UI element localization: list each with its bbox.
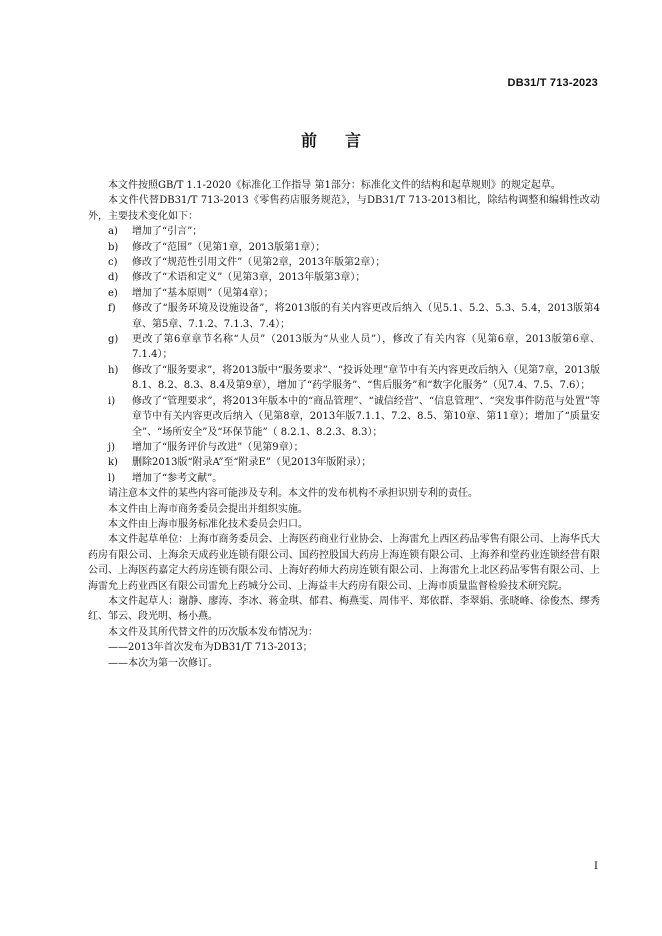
change-item-text: 修改了“服务环境及设施设备”，将2013版的有关内容更改后纳入（见5.1、5.2、5.3、5.4，2013版第4章、第5章、7.1.2、7.1.3、7.4）； [132,303,600,330]
proposer-note: 本文件由上海市商务委员会提出并组织实施。 [108,503,308,515]
change-item-mark: g) [108,334,119,346]
change-item [88,471,600,486]
change-item [88,301,600,332]
change-item [88,394,600,440]
change-item-mark: h) [108,364,119,376]
page-number: I [594,861,598,872]
intro-paragraph: 本文件代替DB31/T 713-2013《零售药店服务规范》，与DB31/T 713-2013相比，除结构调整和编辑性改动外，主要技术变化如下： [88,195,600,222]
change-item-mark: e) [108,287,118,299]
history-item: ——2013年首次发布为DB31/T 713-2013； [108,642,313,654]
change-item [88,286,600,301]
change-item [88,332,600,363]
change-item-text: 增加了“服务评价与改进”（见第9章）； [132,441,304,453]
change-item-text: 修改了“管理要求”，将2013年版本中的“商品管理”、“诚信经营”、“信息管理”、“突发事件防范与处置”等章节中有关内容更改后纳入（见第8章，2013年版7.1.1、7.2、8.5、第10章、第11章）；增加了“质量安全”、“场所安全”及“环保节能”（ 8.2.1、8.2.3、8.3）； [132,395,600,438]
change-item [88,240,600,255]
change-item-mark: b) [108,241,119,253]
change-item-mark: d) [108,272,119,284]
change-item-text: 增加了“基本原则”（见第4章）； [132,287,274,299]
change-item [88,224,600,239]
change-item [88,440,600,455]
change-item-text: 删除2013版“附录A”至“附录E”（见2013年版附录）； [132,457,372,469]
change-item-text: 修改了“术语和定义”（见第3章，2013年版第3章）； [132,272,366,284]
change-item-text: 增加了“引言”； [132,226,203,238]
change-item-mark: l) [108,472,116,484]
change-item-text: 修改了“范围”（见第1章，2013版第1章）； [132,241,326,253]
history-intro: 本文件及其所代替文件的历次版本发布情况为： [108,626,318,638]
committee-note: 本文件由上海市服务标准化技术委员会归口。 [108,518,308,530]
change-item [88,255,600,270]
document-code: DB31/T 713-2023 [507,77,598,89]
page-title: 前言 [300,131,389,150]
drafters: 本文件起草人：谢静、廖涛、李冰、蒋金琪、郁君、梅燕雯、周伟平、郑依群、李翠娟、张晓峰、徐俊杰、缪秀红、邹云、段光明、杨小燕。 [88,595,600,623]
change-item-text: 修改了“服务要求”，将2013版中“服务要求”、“投诉处理”章节中有关内容更改后纳入（见第7章，2013版8.1、8.2、8.3、8.4及第9章），增加了“药学服务”、“售后服务”和“数字化服务”（见7.4、7.5、7.6）； [132,364,600,392]
change-item [88,270,600,285]
change-item-text: 增加了“参考文献”。 [132,472,223,484]
intro-paragraph: 本文件按照GB/T 1.1-2020《标准化工作指导 第1部分：标准化文件的结构和起草规则》的规定起草。 [108,180,561,191]
change-item [88,363,600,394]
drafting-units: 本文件起草单位：上海市商务委员会、上海医药商业行业协会、上海雷允上西区药品零售有限公司、上海华氏大药房有限公司、上海余天成药业连锁有限公司、国药控股国大药房上海连锁有限公司、上海养和堂药业连锁经营有限公司、上海医药嘉定大药房连锁有限公司、上海好药师大药房连锁有限公司、上海雷允上北区药品零售有限公司、上海雷允上药业西区有限公司雷允上药城分公司、上海益丰大药房有限公司、上海市质量监督检验技术研究院。 [88,534,600,592]
change-item-text: 修改了“规范性引用文件”（见第2章，2013年版第2章）； [132,257,386,269]
foreword-body [88,178,600,671]
change-item-mark: j) [108,441,116,453]
change-item-mark: a) [108,226,118,238]
change-item-mark: k) [108,457,118,469]
change-item-mark: c) [108,257,118,269]
change-item-text: 更改了第6章章节名称“人员”（2013版为“从业人员”），修改了有关内容（见第6章，2013版第6章、7.1.4）； [132,334,600,361]
change-item-mark: i) [108,395,116,407]
change-list [88,224,600,486]
history-item: ——本次为第一次修订。 [108,657,218,669]
change-item-mark: f) [108,303,116,315]
patent-note: 请注意本文件的某些内容可能涉及专利。本文件的发布机构不承担识别专利的责任。 [108,488,478,500]
change-item [88,455,600,470]
